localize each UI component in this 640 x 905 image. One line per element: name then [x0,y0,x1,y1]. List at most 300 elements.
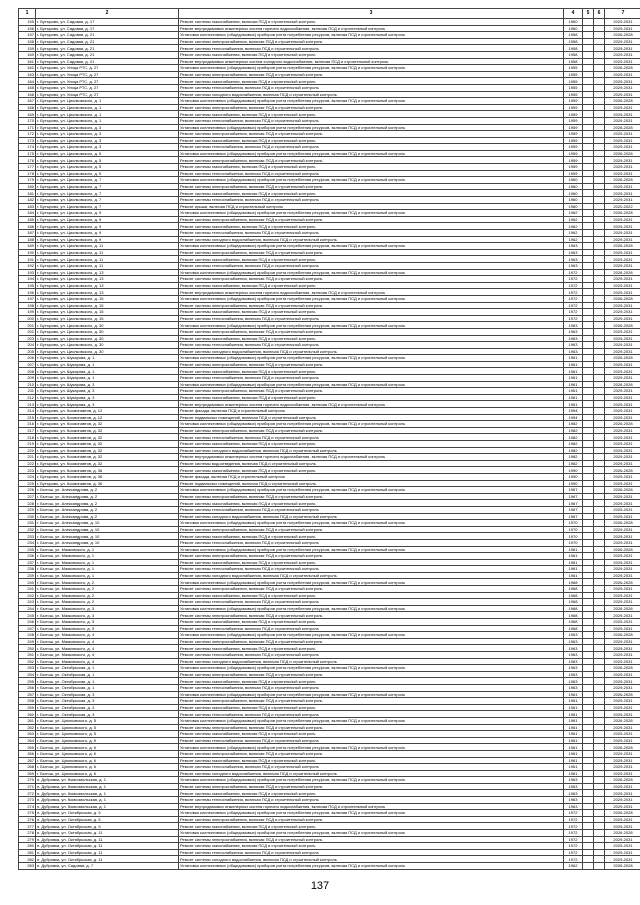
work-type-cell: Ремонт системы электроснабжения, включая ПСД и строительный контроль [179,638,564,645]
year-cell: 1968 [564,625,583,632]
row-number: 278 [19,830,36,837]
col6-cell [594,388,605,395]
period-cell: 2029-2031 [605,289,640,296]
table-row [19,170,640,177]
period-cell: 2029-2031 [605,447,640,454]
col5-cell [583,243,594,250]
col5-cell [583,493,594,500]
work-type-cell: Ремонт системы газоснабжения, включая ПСД и строительный контроль [179,843,564,850]
row-number: 214 [19,408,36,415]
col6-cell [594,335,605,342]
row-number: 157 [19,32,36,39]
row-number: 237 [19,559,36,566]
period-cell: 2029-2031 [605,533,640,540]
year-cell: 1972 [564,843,583,850]
address-cell: г. Бутырово, ул. Садовая, д. 21 [36,58,179,65]
col6-cell [594,770,605,777]
year-cell: 1961 [564,368,583,375]
period-cell: 2029-2031 [605,612,640,619]
period-cell: 2026-2028 [605,210,640,217]
period-cell: 2029-2031 [605,638,640,645]
address-cell: г. Бытош, ул. Октябрьская, д. 1 [36,678,179,685]
col5-cell [583,460,594,467]
col6-cell [594,71,605,78]
col5-cell [583,625,594,632]
table-row [19,441,640,448]
period-cell: 2029-2031 [605,737,640,744]
row-number: 169 [19,111,36,118]
row-number: 244 [19,605,36,612]
table-row [19,698,640,705]
address-cell: г. Бытош, ул. Маяковского, д. 4 [36,632,179,639]
col6-cell [594,810,605,817]
row-number: 218 [19,434,36,441]
row-number: 193 [19,269,36,276]
col6-cell [594,724,605,731]
table-row [19,368,640,375]
col6-cell [594,526,605,533]
period-cell: 2029-2031 [605,619,640,626]
work-type-cell: Ремонт системы электроснабжения, включая ПСД и строительный контроль [179,698,564,705]
row-number: 184 [19,210,36,217]
col5-cell [583,764,594,771]
col6-cell [594,480,605,487]
col6-cell [594,790,605,797]
year-cell: 1961 [564,381,583,388]
table-row [19,104,640,111]
table-row [19,724,640,731]
year-cell: 1968 [564,579,583,586]
year-cell: 1982 [564,447,583,454]
year-cell: 1961 [564,731,583,738]
col6-cell [594,348,605,355]
work-type-cell: Ремонт системы электроснабжения, включая ПСД и строительный контроль [179,276,564,283]
year-cell: 1968 [564,586,583,593]
col5-cell [583,441,594,448]
row-number: 206 [19,355,36,362]
row-number: 252 [19,658,36,665]
year-cell: 1990 [564,480,583,487]
address-cell: г. Бутырово, ул. Циолковского, д. 11 [36,243,179,250]
work-type-cell: Ремонт системы теплоснабжения, включая ПСД и строительный контроль [179,342,564,349]
col6-cell [594,830,605,837]
table-row [19,38,640,45]
work-type-cell: Ремонт внутридомовых инженерных систем горячего водоснабжения, включая ПСД и строительный контроль [179,401,564,408]
table-row [19,671,640,678]
work-type-cell: Ремонт системы газоснабжения, включая ПСД и строительный контроль [179,282,564,289]
year-cell: 1961 [564,704,583,711]
col5-cell [583,124,594,131]
address-cell: г. Бытош, ул. Циолковского, д. 5 [36,737,179,744]
work-type-cell: Ремонт внутридомовых инженерных систем холодного водоснабжения, включая ПСД и строительный контроль [179,58,564,65]
row-number: 163 [19,71,36,78]
col5-cell [583,612,594,619]
year-cell: 1990 [564,467,583,474]
work-type-cell: Ремонт системы газоснабжения, включая ПСД и строительный контроль [179,823,564,830]
row-number: 240 [19,579,36,586]
work-type-cell: Установка коллективных (общедомовых) приборов учета потребления ресурсов, включая ПСД и строительный контроль [179,210,564,217]
year-cell: 1963 [564,790,583,797]
col6-cell [594,671,605,678]
address-cell: г. Бутырово, ул. Циолковского, д. 15 [36,315,179,322]
work-type-cell: Ремонт системы теплоснабжения, включая ПСД и строительный контроль [179,506,564,513]
address-cell: п. Дубровка, ул. Октябрьская, д. 5 [36,816,179,823]
year-cell: 1961 [564,717,583,724]
period-cell: 2029-2031 [605,553,640,560]
work-type-cell: Ремонт системы электроснабжения, включая ПСД и строительный контроль [179,216,564,223]
col5-cell [583,91,594,98]
work-type-cell: Ремонт системы теплоснабжения, включая ПСД и строительный контроль [179,711,564,718]
row-number: 256 [19,684,36,691]
col5-cell [583,276,594,283]
table-row [19,645,640,652]
address-cell: г. Бутырово, ул. Космонавтов, д. 32 [36,421,179,428]
col5-cell [583,830,594,837]
period-cell: 2029-2031 [605,698,640,705]
address-cell: г. Бутырово, ул. Циолковского, д. 9 [36,223,179,230]
period-cell: 2029-2031 [605,757,640,764]
year-cell: 1961 [564,698,583,705]
row-number: 165 [19,84,36,91]
table-row [19,131,640,138]
table-row [19,177,640,184]
period-cell: 2029-2031 [605,480,640,487]
work-type-cell: Установка коллективных (общедомовых) приборов учета потребления ресурсов, включая ПСД и строительный контроль [179,269,564,276]
table-row [19,619,640,626]
table-row [19,183,640,190]
col6-cell [594,764,605,771]
address-cell: г. Бутырово, ул. Циолковского, д. 15 [36,302,179,309]
year-cell: 1960 [564,177,583,184]
work-type-cell: Ремонт системы теплоснабжения, включая ПСД и строительный контроль [179,84,564,91]
col5-cell [583,368,594,375]
col5-cell [583,797,594,804]
col5-cell [583,414,594,421]
col6-cell [594,533,605,540]
col6-cell [594,177,605,184]
period-cell: 2029-2031 [605,170,640,177]
col5-cell [583,104,594,111]
col6-cell [594,757,605,764]
period-cell: 2029-2031 [605,678,640,685]
period-cell: 2029-2031 [605,236,640,243]
row-number: 226 [19,487,36,494]
period-cell: 2029-2031 [605,249,640,256]
col6-cell [594,843,605,850]
address-cell: г. Бытош, ул. Октябрьская, д. 1 [36,665,179,672]
table-row [19,599,640,606]
year-cell: 1982 [564,427,583,434]
table-row [19,757,640,764]
address-cell: г. Бутырово, ул. Шукарова, д. 1 [36,355,179,362]
work-type-cell: Установка коллективных (общедомовых) приборов учета потребления ресурсов, включая ПСД и строительный контроль [179,487,564,494]
period-cell: 2026-2028 [605,124,640,131]
table-row [19,460,640,467]
work-type-cell: Ремонт системы газоснабжения, включая ПСД и строительный контроль [179,592,564,599]
work-type-cell: Установка коллективных (общедомовых) приборов учета потребления ресурсов, включая ПСД и строительный контроль [179,777,564,784]
year-cell: 1961 [564,572,583,579]
address-cell: г. Бутырово, ул. Циолковского, д. 9 [36,236,179,243]
row-number: 266 [19,750,36,757]
table-row [19,632,640,639]
row-number: 228 [19,500,36,507]
period-cell: 2029-2031 [605,816,640,823]
row-number: 192 [19,262,36,269]
year-cell: 1961 [564,770,583,777]
address-cell: г. Бутырово, ул. Циолковского, д. 1 [36,98,179,105]
col6-cell [594,559,605,566]
period-cell: 2029-2031 [605,309,640,316]
period-cell: 2026-2028 [605,744,640,751]
col5-cell [583,480,594,487]
year-cell: 1972 [564,823,583,830]
year-cell: 1961 [564,401,583,408]
table-row [19,816,640,823]
row-number: 242 [19,592,36,599]
row-number: 189 [19,243,36,250]
address-cell: п. Дубровка, ул. Октябрьская, д. 5 [36,823,179,830]
work-type-cell: Установка коллективных (общедомовых) приборов учета потребления ресурсов, включая ПСД и строительный контроль [179,421,564,428]
col6-cell [594,460,605,467]
table-row [19,810,640,817]
year-cell: 1963 [564,335,583,342]
col5-cell [583,190,594,197]
row-number: 246 [19,619,36,626]
year-cell: 1963 [564,638,583,645]
col5-cell [583,45,594,52]
address-cell: г. Бутырово, ул. Шукарова, д. 1 [36,375,179,382]
col6-cell [594,849,605,856]
work-type-cell: Ремонт системы газоснабжения, включая ПСД и строительный контроль [179,137,564,144]
year-cell: 1959 [564,98,583,105]
period-cell: 2029-2031 [605,276,640,283]
address-cell: г. Бутырово, ул. Циолковского, д. 7 [36,183,179,190]
work-type-cell: Ремонт системы газоснабжения, включая ПСД и строительный контроль [179,441,564,448]
table-row [19,375,640,382]
address-cell: г. Бутырово, ул. Циолковского, д. 9 [36,230,179,237]
table-row [19,361,640,368]
address-cell: г. Бутырово, ул. Циолковского, д. 13 [36,269,179,276]
col6-cell [594,592,605,599]
col6-cell [594,619,605,626]
col5-cell [583,282,594,289]
col6-cell [594,137,605,144]
work-type-cell: Установка коллективных (общедомовых) приборов учета потребления ресурсов, включая ПСД и строительный контроль [179,355,564,362]
row-number: 217 [19,427,36,434]
col5-cell [583,843,594,850]
col6-cell [594,579,605,586]
period-cell: 2029-2031 [605,783,640,790]
address-cell: г. Бутырово, ул. Космонавтов, д. 36 [36,467,179,474]
address-cell: г. Бутырово, ул. Циолковского, д. 5 [36,150,179,157]
address-cell: г. Бутырово, ул. Шукарова, д. 3 [36,394,179,401]
col6-cell [594,408,605,415]
table-row [19,289,640,296]
year-cell: 1961 [564,553,583,560]
work-type-cell: Ремонт системы газоснабжения, включая ПСД и строительный контроль [179,335,564,342]
address-cell: г. Бутырово, ул. Улица РТС, д. 27 [36,71,179,78]
table-row [19,783,640,790]
table-row [19,157,640,164]
col6-cell [594,414,605,421]
row-number: 164 [19,78,36,85]
work-type-cell: Ремонт системы теплоснабжения, включая ПСД и строительный контроль [179,652,564,659]
work-type-cell: Установка коллективных (общедомовых) приборов учета потребления ресурсов, включая ПСД и строительный контроль [179,150,564,157]
period-cell: 2026-2028 [605,355,640,362]
col6-cell [594,599,605,606]
period-cell: 2029-2031 [605,361,640,368]
address-cell: г. Бытош, ул. Маяковского, д. 1 [36,566,179,573]
col5-cell [583,559,594,566]
address-cell: г. Бутырово, ул. Циолковского, д. 11 [36,256,179,263]
period-cell: 2029-2031 [605,764,640,771]
period-cell: 2026-2028 [605,177,640,184]
col5-cell [583,737,594,744]
col5-cell [583,223,594,230]
year-cell: 1955 [564,84,583,91]
year-cell: 1959 [564,117,583,124]
col6-cell [594,216,605,223]
address-cell: г. Бытош, ул. Александрова, д. 10 [36,539,179,546]
year-cell: 1963 [564,665,583,672]
table-row [19,32,640,39]
row-number: 203 [19,335,36,342]
period-cell: 2029-2031 [605,750,640,757]
row-number: 282 [19,856,36,863]
col6-cell [594,190,605,197]
column-number-1: 1 [19,9,36,19]
row-number: 213 [19,401,36,408]
col6-cell [594,289,605,296]
period-cell: 2026-2028 [605,863,640,870]
period-cell: 2029-2031 [605,586,640,593]
table-row [19,84,640,91]
year-cell: 1963 [564,658,583,665]
period-cell: 2029-2031 [605,658,640,665]
period-cell: 2029-2031 [605,704,640,711]
row-number: 177 [19,164,36,171]
period-cell: 2029-2031 [605,183,640,190]
table-row [19,434,640,441]
address-cell: г. Бытош, ул. Александрова, д. 10 [36,526,179,533]
address-cell: г. Бытош, ул. Циолковского, д. 5 [36,724,179,731]
address-cell: г. Бутырово, ул. Космонавтов, д. 32 [36,441,179,448]
col5-cell [583,671,594,678]
col6-cell [594,698,605,705]
table-row [19,197,640,204]
year-cell: 1963 [564,645,583,652]
row-number: 274 [19,803,36,810]
col5-cell [583,322,594,329]
address-cell: п. Дубровка, ул. Октябрьская, д. 11 [36,849,179,856]
address-cell: г. Бутырово, ул. Садовая, д. 21 [36,51,179,58]
year-cell: 1967 [564,500,583,507]
table-row [19,262,640,269]
address-cell: г. Бытош, ул. Маяковского, д. 2 [36,586,179,593]
col5-cell [583,526,594,533]
table-row [19,230,640,237]
address-cell: г. Бутырово, ул. Циолковского, д. 3 [36,144,179,151]
year-cell: 1968 [564,605,583,612]
period-cell: 2029-2031 [605,230,640,237]
year-cell: 1962 [564,863,583,870]
address-cell: г. Бутырово, ул. Циолковского, д. 3 [36,137,179,144]
col5-cell [583,586,594,593]
year-cell: 1960 [564,197,583,204]
table-row [19,295,640,302]
col5-cell [583,546,594,553]
work-type-cell: Ремонт системы газоснабжения, включая ПСД и строительный контроль [179,500,564,507]
period-cell: 2026-2028 [605,243,640,250]
work-type-cell: Установка коллективных (общедомовых) приборов учета потребления ресурсов, включая ПСД и строительный контроль [179,632,564,639]
col5-cell [583,684,594,691]
capital-repair-table [18,8,640,870]
address-cell: г. Бытош, ул. Маяковского, д. 2 [36,592,179,599]
period-cell: 2026-2028 [605,691,640,698]
period-cell: 2029-2031 [605,500,640,507]
address-cell: г. Бутырово, ул. Циолковского, д. 11 [36,262,179,269]
col5-cell [583,230,594,237]
period-cell: 2026-2028 [605,150,640,157]
work-type-cell: Ремонт системы газоснабжения, включая ПСД и строительный контроль [179,533,564,540]
row-number: 156 [19,25,36,32]
year-cell: 1968 [564,599,583,606]
row-number: 219 [19,441,36,448]
work-type-cell: Ремонт системы электроснабжения, включая ПСД и строительный контроль [179,183,564,190]
col6-cell [594,243,605,250]
period-cell: 2029-2031 [605,78,640,85]
col6-cell [594,665,605,672]
address-cell: п. Дубровка, ул. Октябрьская, д. 11 [36,843,179,850]
year-cell: 1955 [564,78,583,85]
period-cell: 2026-2028 [605,777,640,784]
work-type-cell: Установка коллективных (общедомовых) приборов учета потребления ресурсов, включая ПСД и строительный контроль [179,98,564,105]
col5-cell [583,203,594,210]
address-cell: г. Бытош, ул. Циолковского, д. 5 [36,717,179,724]
year-cell: 1963 [564,256,583,263]
row-number: 208 [19,368,36,375]
table-row [19,315,640,322]
col5-cell [583,315,594,322]
address-cell: г. Бутырово, ул. Циолковского, д. 30 [36,348,179,355]
period-cell: 2029-2031 [605,388,640,395]
row-number: 220 [19,447,36,454]
table-row [19,592,640,599]
address-cell: г. Бутырово, ул. Садовая, д. 17 [36,25,179,32]
col6-cell [594,863,605,870]
year-cell: 1982 [564,454,583,461]
address-cell: п. Дубровка, ул. Комсомольская, д. 1 [36,797,179,804]
col5-cell [583,691,594,698]
column-number-7: 7 [605,9,640,19]
row-number: 195 [19,282,36,289]
col6-cell [594,645,605,652]
period-cell: 2029-2031 [605,414,640,421]
address-cell: г. Бытош, ул. Александрова, д. 10 [36,520,179,527]
address-cell: г. Бутырово, ул. Шукарова, д. 3 [36,381,179,388]
table-row [19,553,640,560]
col5-cell [583,78,594,85]
work-type-cell: Ремонт системы газоснабжения, включая ПСД и строительный контроль [179,394,564,401]
year-cell: 1963 [564,249,583,256]
work-type-cell: Ремонт фасада, включая ПСД и строительный контроль [179,473,564,480]
row-number: 183 [19,203,36,210]
col6-cell [594,856,605,863]
year-cell: 1961 [564,566,583,573]
work-type-cell: Установка коллективных (общедомовых) приборов учета потребления ресурсов, включая ПСД и строительный контроль [179,863,564,870]
table-row [19,790,640,797]
year-cell: 1972 [564,849,583,856]
